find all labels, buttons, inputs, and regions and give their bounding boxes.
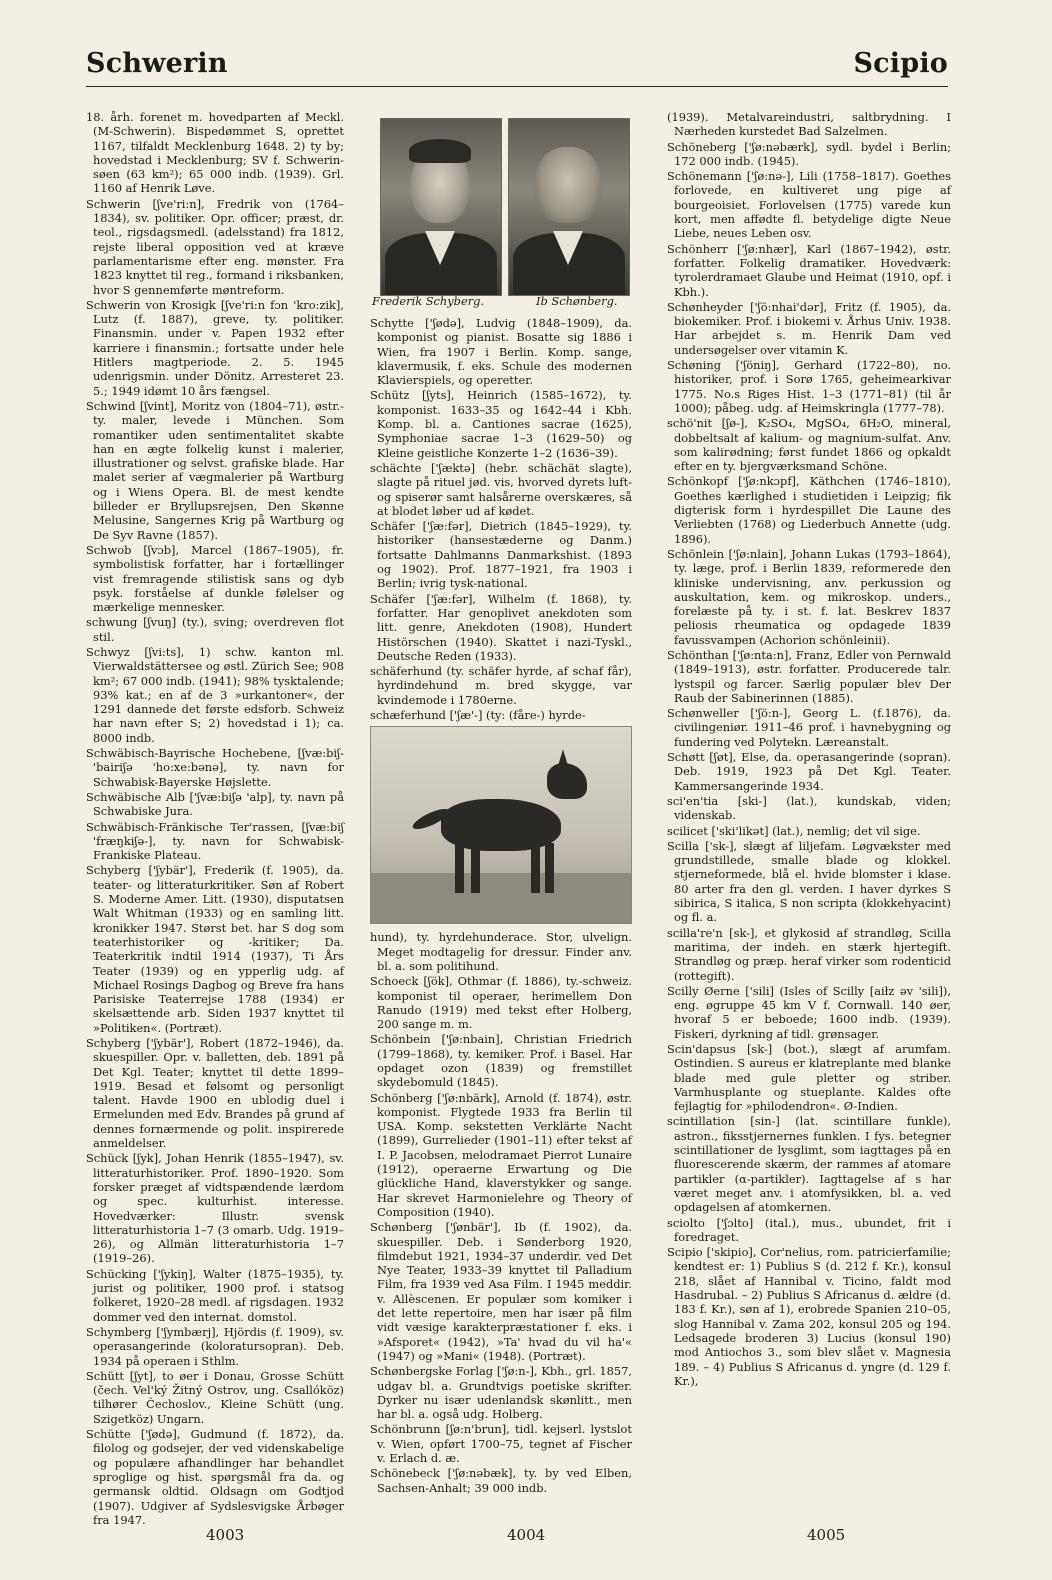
entry: Schönberg ['ʃø:nbärk], Arnold (f. 1874), østr. komponist. Flygtede 1933 fra Berlin til USA. Komp. sekstetten Verklärte Nacht (1899), Gurrelieder (1901–11) efter tekst af I. P. Jacobsen, melodramaet Pierrot Lunaire (1912), operaerne Erwartung og Die glückliche Hand, klaverstykker og sange. Har skrevet Harmonielehre og Theory of Composition (1940). <box>370 1090 632 1219</box>
entry: Scilla ['sk-], slægt af liljefam. Løgvækster med grundstillede, smalle blade og klokkel. stjerneformede, blå el. hvide blomster i klase. 80 arter fra den gl. verden. I haver dyrkes S sibirica, S italica, S non scripta (klokkehyacint) og fl. a. <box>667 838 951 925</box>
page-number: 4004 <box>507 1526 546 1544</box>
entry: Schäfer ['ʃæ:fər], Dietrich (1845–1929), ty. historiker (hansestæderne og Danm.) fortsatte Dahlmanns Danmarkshist. (1893 og 1902). Prof. 1877–1921, fra 1903 i Berlin; ivrig tysk-national. <box>370 519 632 591</box>
entry: Scilly Øerne ['sili] (Isles of Scilly [aiłz əv 'sili]), eng. øgruppe 45 km V f. Cornwall. 140 øer, hvoraf 5 er beboede; 1600 indb. (1939). Fiskeri, dyrkning af tidl. grønsager. <box>667 983 951 1041</box>
entry: Schwerin von Krosigk [ʃve'ri:n fɔn 'kro:zik], Lutz (f. 1887), greve, ty. politiker. Finansmin. under v. Papen 1932 efter karriere i finansmin.; fortsatte under hele Hitlers magtperiode. 2. 5. 1945 udenrigsmin. under Dönitz. Arresteret 23. 5.; 1949 idømt 10 års fængsel. <box>86 297 344 398</box>
page-number: 4005 <box>807 1526 846 1544</box>
entry: Schönthan ['ʃø:nta:n], Franz, Edler von Pernwald (1849–1913), østr. forfatter. Producerede talr. lystspil og farcer. Særlig populær blev Der Raub der Sabinerinnen (1885). <box>667 647 951 705</box>
entry: Schoeck [ʃök], Othmar (f. 1886), ty.-schweiz. komponist til operaer, herimellem Don Ranudo (1919) med tekst efter Holberg, 200 sange m. m. <box>370 974 632 1032</box>
entry: schwung [ʃvuŋ] (ty.), sving; overdreven flot stil. <box>86 615 344 644</box>
entry: Schönemann ['ʃø:nə-], Lili (1758–1817). Goethes forlovede, en kultiveret ung pige af bourgeoisiet. Forlovelsen (1775) varede kun kort, men affødte fl. betydelige digte Neue Liebe, neues Leben osv. <box>667 169 951 241</box>
entry: Schwäbische Alb ['ʃvæ:biʃə 'alp], ty. navn på Schwabiske Jura. <box>86 789 344 819</box>
entry: scilla're'n [sk-], et glykosid af strandløg, Scilla maritima, der indeh. en stærk hjertegift. Strandløg og præp. heraf virker som rodenticid (rottegift). <box>667 925 951 983</box>
header-rule <box>86 86 948 87</box>
entry: Schütte ['ʃødə], Gudmund (f. 1872), da. filolog og godsejer, der ved videnskabelige og populære afhandlinger har behandlet sproglige og hist. spørgsmål fra da. og germansk oldtid. Oldsagn om Godtjod (1907). Udgiver af Sydslesvigske Årbøger fra 1947. <box>86 1427 344 1527</box>
entry: Schwerin [ʃve'ri:n], Fredrik von (1764–1834), sv. politiker. Opr. officer; præst, dr. teol., rigsdagsmedl. (adelsstand) fra 1812, rejste liberal opposition ved at kræve parlamentarisme efter eng. mønster. Fra 1823 knyttet til reg., formand i riksbanken, hvor S gennemførte møntreform. <box>86 196 344 297</box>
entry: Schwäbisch-Bayrische Hochebene, [ʃvæ:biʃ-'bairiʃə 'ho:xe:bənə], ty. navn for Schwabisk-Bayerske Højslette. <box>86 746 344 789</box>
entry: sci'en'tia [ski-] (lat.), kundskab, viden; videnskab. <box>667 793 951 823</box>
entry: Schück [ʃyk], Johan Henrik (1855–1947), sv. litteraturhistoriker. Prof. 1890–1920. Som forsker præget af vidtspændende lærdom og spec. kulturhist. interesse. Hovedværker: Illustr. svensk litteraturhistoria 1–7 (3 omarb. Udg. 1919–26), og Allmän litteraturhistoria 1–7 (1919–26). <box>86 1151 344 1266</box>
column-right <box>667 110 951 1490</box>
page-number: 4003 <box>206 1526 245 1544</box>
entry: Schyberg ['ʃybär'], Robert (1872–1946), da. skuespiller. Opr. v. balletten, deb. 1891 på Det Kgl. Teater; knyttet til dette 1899–1919. Besad et følsomt og personligt talent. Havde 1900 en ublodig duel i Ermelunden med Edv. Brandes på grund af dennes fornærmende og polit. inspirerede anmeldelser. <box>86 1036 344 1151</box>
caption-left: Frederik Schyberg. <box>372 294 485 308</box>
column-left <box>86 110 345 1527</box>
entry: scilicet ['ski'likət] (lat.), nemlig; det vil sige. <box>667 823 921 838</box>
entry: Schönlein ['ʃø:nlain], Johann Lukas (1793–1864), ty. læge, prof. i Berlin 1839, reformerede den kliniske undervisning, anv. perkussion og auskultation, kem. og mikroskop. unders., forelæste på ty. i st. f. lat. Beskrev 1837 peliosis rheumatica og opdagede 1839 favussvampen (Achorion schönleinii). <box>667 546 951 647</box>
running-head-left: Schwerin <box>86 48 228 79</box>
column-middle <box>370 110 632 1495</box>
entry: Schytte ['ʃødə], Ludvig (1848–1909), da. komponist og pianist. Bosatte sig 1886 i Wien, fra 1907 i Berlin. Komp. sange, klavermusik, f. eks. Schule des modernen Klavierspiels, og operetter. <box>370 316 632 388</box>
entry: Schönbrunn [ʃø:n'brun], tidl. kejserl. lystslot v. Wien, opført 1700–75, tegnet af Fischer v. Erlach d. æ. <box>370 1422 632 1465</box>
entry: Schönherr ['ʃø:nhær], Karl (1867–1942), østr. forfatter. Folkelig dramatiker. Hovedværk: tyrolerdramaet Glaube und Heimat (1910, opf. i Kbh.). <box>667 241 951 299</box>
entry: hund), ty. hyrdehunderace. Stor, ulvelign. Meget modtagelig for dressur. Finder anv. bl. a. som politihund. <box>370 930 632 973</box>
entry: schæferhund ['ʃæ'-] (ty: (fåre-) hyrde- <box>370 708 586 723</box>
schaferhund-photo <box>370 726 632 924</box>
portrait-frederik-schyberg <box>380 118 502 296</box>
entry: Schäfer ['ʃæ:fər], Wilhelm (f. 1868), ty. forfatter. Har genoplivet anekdoten som litt. genre, Anekdoten (1908), Hundert Histörschen (1940). Skattet i nazi-Tyskl., Deutsche Reden (1933). <box>370 591 632 663</box>
entry: Schønweller ['ʃö:n-], Georg L. (f.1876), da. civilingeniør. 1911–46 prof. i havnebygning og fundering ved Polytekn. Læreanstalt. <box>667 706 951 749</box>
portrait-ib-schonberg <box>508 118 630 296</box>
caption-right: Ib Schønberg. <box>536 294 618 308</box>
entry: Schønbergske Forlag ['ʃø:n-], Kbh., grl. 1857, udgav bl. a. Grundtvigs poetiske skrifter. Dyrker nu især udenlandsk skønlitt., men har bl. a. også udg. Holberg. <box>370 1364 632 1422</box>
entry: (1939). Metalvareindustri, saltbrydning. I Nærheden kurstedet Bad Salzelmen. <box>667 110 951 139</box>
entry: Schønberg ['ʃønbär'], Ib (f. 1902), da. skuespiller. Deb. i Sønderborg 1920, filmdebut 1921, 1934–37 underdir. ved Det Nye Teater, 1933–39 knyttet til Palladium Film, fra 1939 ved Asa Film. I 1945 meddir. v. Allèscenen. Er populær som komiker i det lette repertoire, men har især på film vidt væsige karakterpræstationer f. eks. i »Afsporet« (1942), »Ta' hvad du vil ha'« (1947) og »Mani« (1948). (Portræt). <box>370 1220 632 1363</box>
entry: scintillation [sin-] (lat. scintillare funkle), astron., fiksstjernernes funklen. I fys. betegner scintillationer de lysglimt, som iagttages på en fluorescerende skærm, der rammes af atomare partikler (α-partikler). Iagttagelse af s har været meget anv. i atomfysikken, bl. a. ved opdagelsen af atomkernen. <box>667 1114 951 1215</box>
entry: Schwyz [ʃvi:ts], 1) schw. kanton ml. Vierwaldstättersee og østl. Zürich See; 908 km²; 67 000 indb. (1941); 98% tysktalende; 93% kat.; en af de 3 »urkantoner«, der 1291 dannede det første edsforb. Schweiz har navn efter S; 2) hovedstad i 1); ca. 8000 indb. <box>86 644 345 745</box>
entry: Schøtt [ʃøt], Else, da. operasangerinde (sopran). Deb. 1919, 1923 på Det Kgl. Teater. Kammersangerinde 1934. <box>667 750 951 793</box>
entry: Schwob [ʃvɔb], Marcel (1867–1905), fr. symbolistisk forfatter, har i fortællinger vist fremragende stilistisk sans og dyb psyk. forståelse af dunkle følelser og mærkelige mennesker. <box>86 542 344 615</box>
entry: Schwind [ʃvint], Moritz von (1804–71), østr.-ty. maler, levede i München. Som romantiker uden sentimentalitet skabte han en ægte folkelig kunst i malerier, illustrationer og selvst. grafiske blade. Har malet serier af vægmalerier på Wartburg og i Wiens Opera. Bl. de mest kendte billeder er Bryllupsrejsen, Den Skønne Melusine, Sangernes Krig på Wartburg og De Syv Ravne (1857). <box>86 398 344 542</box>
entry: schächte ['ʃæktə] (hebr. schächät slagte), slagte på rituel jød. vis, hvorved dyrets luft- og spiserør samt halsårerne overskæres, så at blodet løber ud af kødet. <box>370 460 632 518</box>
entry: Schöneberg ['ʃø:nəbærk], sydl. bydel i Berlin; 172 000 indb. (1945). <box>667 139 951 168</box>
entry: Schönkopf ['ʃø:nkɔpf], Käthchen (1746–1810), Goethes kærlighed i studietiden i Leipzig; fik digterisk form i hyrdespillet Die Laune des Verliebten (1768) og Liederbuch Annette (udg. 1896). <box>667 474 951 546</box>
entry: schö'nit [ʃø-], K₂SO₄, MgSO₄, 6H₂O, mineral, dobbeltsalt af kalium- og magnium-sulfat. Anv. som kalігødning; først fundet 1866 og opkaldt efter en ty. bjergværksmand Schöne. <box>667 416 951 474</box>
portrait-photos <box>370 110 632 310</box>
entry: Scipio ['skipio], Cor'nelius, rom. patricierfamilie; kendtest er: 1) Publius S (d. 212 f. Kr.), konsul 218, slået af Hannibal v. Ticino, faldt mod Hasdrubal. – 2) Publius S Africanus d. ældre (d. 183 f. Kr.), søn af 1), erobrede Spanien 210–05, slog Hannibal v. Zama 202, konsul 205 og 194. Ledsagede broderen 3) Lucius (konsul 190) mod Antiochos 3., som blev slået v. Magnesia 189. – 4) Publius S Africanus d. yngre (d. 129 f. Kr.), <box>667 1245 951 1388</box>
entry: Schønheyder ['ʃö:nhai'dər], Fritz (f. 1905), da. biokemiker. Prof. i biokemi v. Århus Univ. 1938. Har arbejdet s. m. Henrik Dam ved undersøgelser over vitamin K. <box>667 299 951 357</box>
entry: Schymberg ['ʃymbærj], Hjördis (f. 1909), sv. operasangerinde (koloratursopran). Deb. 1934 på operaen i Sthlm. <box>86 1324 344 1368</box>
entry: Scin'dapsus [sk-] (bot.), slægt af arumfam. Ostindien. S aureus er klatreplante med blanke blade med gule pletter og striber. Varmhusplante og stueplante. Kaldes ofte fejlagtig for »philodendron«. Ø-Indien. <box>667 1042 951 1114</box>
entry: Schwäbisch-Fränkische Ter'rassen, [ʃvæ:biʃ 'fræŋkiʃə-], ty. navn for Schwabisk-Frankiske Plateau. <box>86 819 344 863</box>
entry: Schönbein ['ʃø:nbain], Christian Friedrich (1799–1868), ty. kemiker. Prof. i Basel. Har opdaget ozon (1839) og fremstillet skydebomuld (1845). <box>370 1032 632 1090</box>
entry: 18. årh. forenet m. hovedparten af Meckl. (M-Schwerin). Bispedømmet S, oprettet 1167, tilfaldt Mecklenburg 1648. 2) ty by; hovedstad i Mecklenburg; SV f. Schwerin-søen (63 km²); 65 000 indb. (1939). Grl. 1160 af Henrik Løve. <box>86 110 344 196</box>
entry: sciolto ['ʃɔlto] (ital.), mus., ubundet, frit i foredraget. <box>667 1215 951 1244</box>
entry: Schøning ['ʃöniŋ], Gerhard (1722–80), no. historiker, prof. i Sorø 1765, geheimearkivar 1775. No.s Riges Hist. 1–3 (1771–81) (til år 1000); påbeg. udg. af Heimskringla (1777–78). <box>667 358 951 415</box>
running-head-right: Scipio <box>853 48 948 79</box>
entry: Schönebeck ['ʃø:nəbæk], ty. by ved Elben, Sachsen-Anhalt; 39 000 indb. <box>370 1466 632 1495</box>
entry: Schütz [ʃyts], Heinrich (1585–1672), ty. komponist. 1633–35 og 1642–44 i Kbh. Komp. bl. a. Cantiones sacrae (1625), Symphoniae sacrae 1–3 (1629–50) og Kleine geistliche Konzerte 1–2 (1636–39). <box>370 388 632 460</box>
entry: schäferhund (ty. schäfer hyrde, af schaf får), hyrdindehund m. bred skygge, var kvindemode i 1780erne. <box>370 664 632 707</box>
entry: Schücking ['ʃykiŋ], Walter (1875–1935), ty. jurist og politiker, 1900 prof. i statsog folkeret, 1920–28 medl. af rigsdagen. 1932 dommer ved den internat. domstol. <box>86 1266 344 1324</box>
entry: Schyberg ['ʃybär'], Frederik (f. 1905), da. teater- og litteraturkritiker. Søn af Robert S. Moderne Amer. Litt. (1930), disputatsen Walt Whitman (1933) og en samling litt. kronikker 1947. Størst bet. har S dog som teaterhistoriker og -kritiker; Da. Teaterkritik indtil 1914 (1937), Ti Års Teater (1939) og en ypperlig udg. af Michael Rosings Dagbog og Breve fra hans Parisiske Teaterrejse 1788 (1934) er skelsættende arb. Siden 1937 knyttet til »Politiken«. (Portræt). <box>86 863 344 1035</box>
entry: Schütt [ʃyt], to øer i Donau, Grosse Schütt (čech. Vel'ký Žitný Ostrov, ung. Csallóköz) tilhører Čechoslov., Kleine Schütt (ung. Szigetköz) Ungarn. <box>86 1368 344 1426</box>
